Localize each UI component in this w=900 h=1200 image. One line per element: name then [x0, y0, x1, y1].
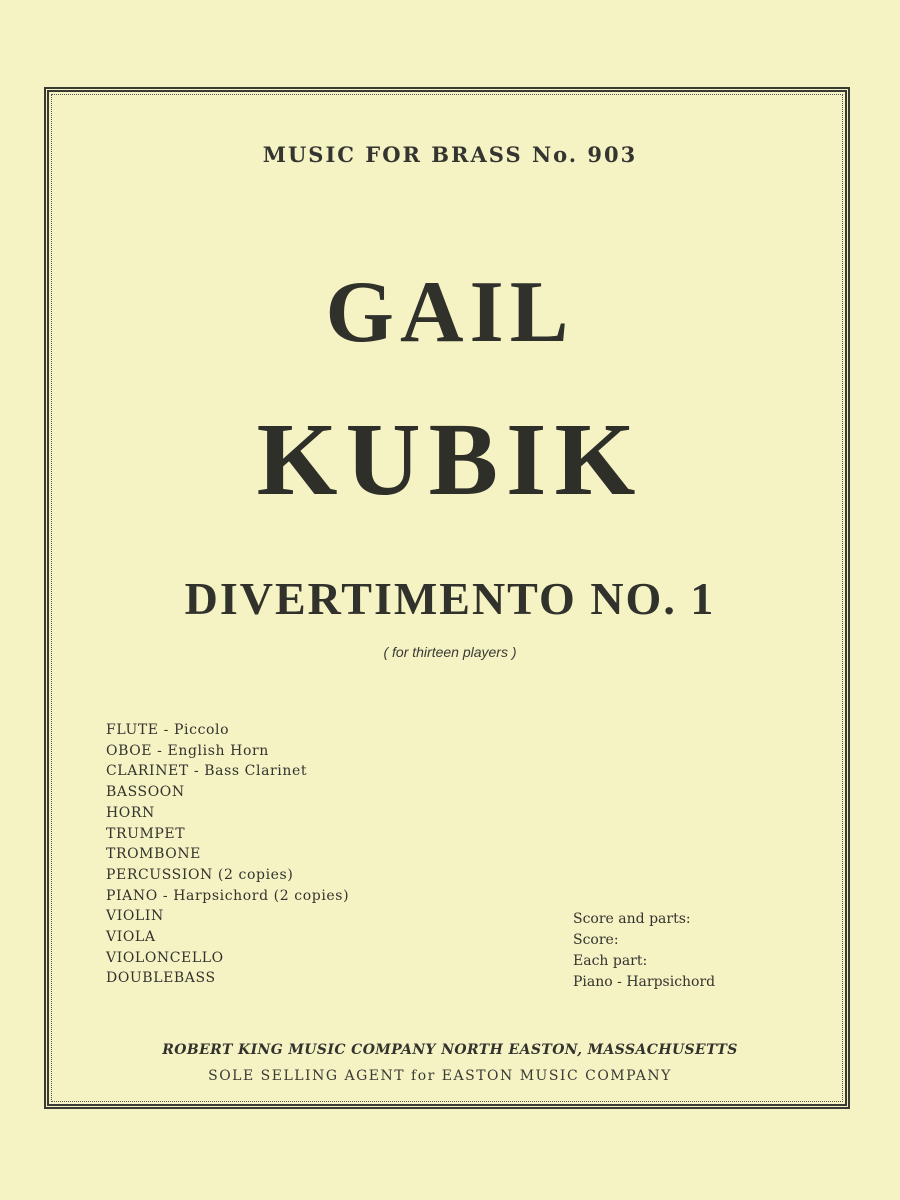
- price-item: Score and parts:: [573, 911, 691, 927]
- composer-first-name: GAIL: [325, 264, 575, 361]
- selling-agent-line: SOLE SELLING AGENT for EASTON MUSIC COMPANY: [208, 1068, 672, 1084]
- instrument-item: VIOLIN: [106, 908, 164, 925]
- composer-last-name: KUBIK: [256, 402, 644, 517]
- instrument-item: DOUBLEBASS: [106, 970, 216, 987]
- series-title: MUSIC FOR BRASS No. 903: [262, 142, 638, 167]
- publisher-line: ROBERT KING MUSIC COMPANY NORTH EASTON, MASSACHUSETTS: [162, 1042, 738, 1058]
- work-subtitle: ( for thirteen players ): [383, 644, 517, 660]
- instrument-item: PIANO - Harpsichord (2 copies): [106, 887, 350, 904]
- instrument-item: VIOLA: [106, 929, 156, 946]
- price-item: Piano - Harpsichord: [573, 974, 716, 990]
- instrument-list: [106, 720, 349, 989]
- instrument-item: BASSOON: [106, 784, 185, 801]
- price-item: Each part:: [573, 953, 648, 969]
- instrument-item: CLARINET - Bass Clarinet: [106, 763, 308, 780]
- work-title: DIVERTIMENTO NO. 1: [184, 573, 716, 624]
- instrument-item: TRUMPET: [106, 825, 186, 842]
- instrument-item: VIOLONCELLO: [106, 949, 224, 966]
- instrument-item: FLUTE - Piccolo: [106, 722, 230, 738]
- instrument-item: HORN: [106, 804, 155, 821]
- instrument-item: PERCUSSION (2 copies): [106, 866, 294, 883]
- price-list: [573, 909, 715, 993]
- instrument-item: TROMBONE: [106, 846, 201, 863]
- price-item: Score:: [573, 932, 619, 948]
- instrument-item: OBOE - English Horn: [106, 742, 269, 759]
